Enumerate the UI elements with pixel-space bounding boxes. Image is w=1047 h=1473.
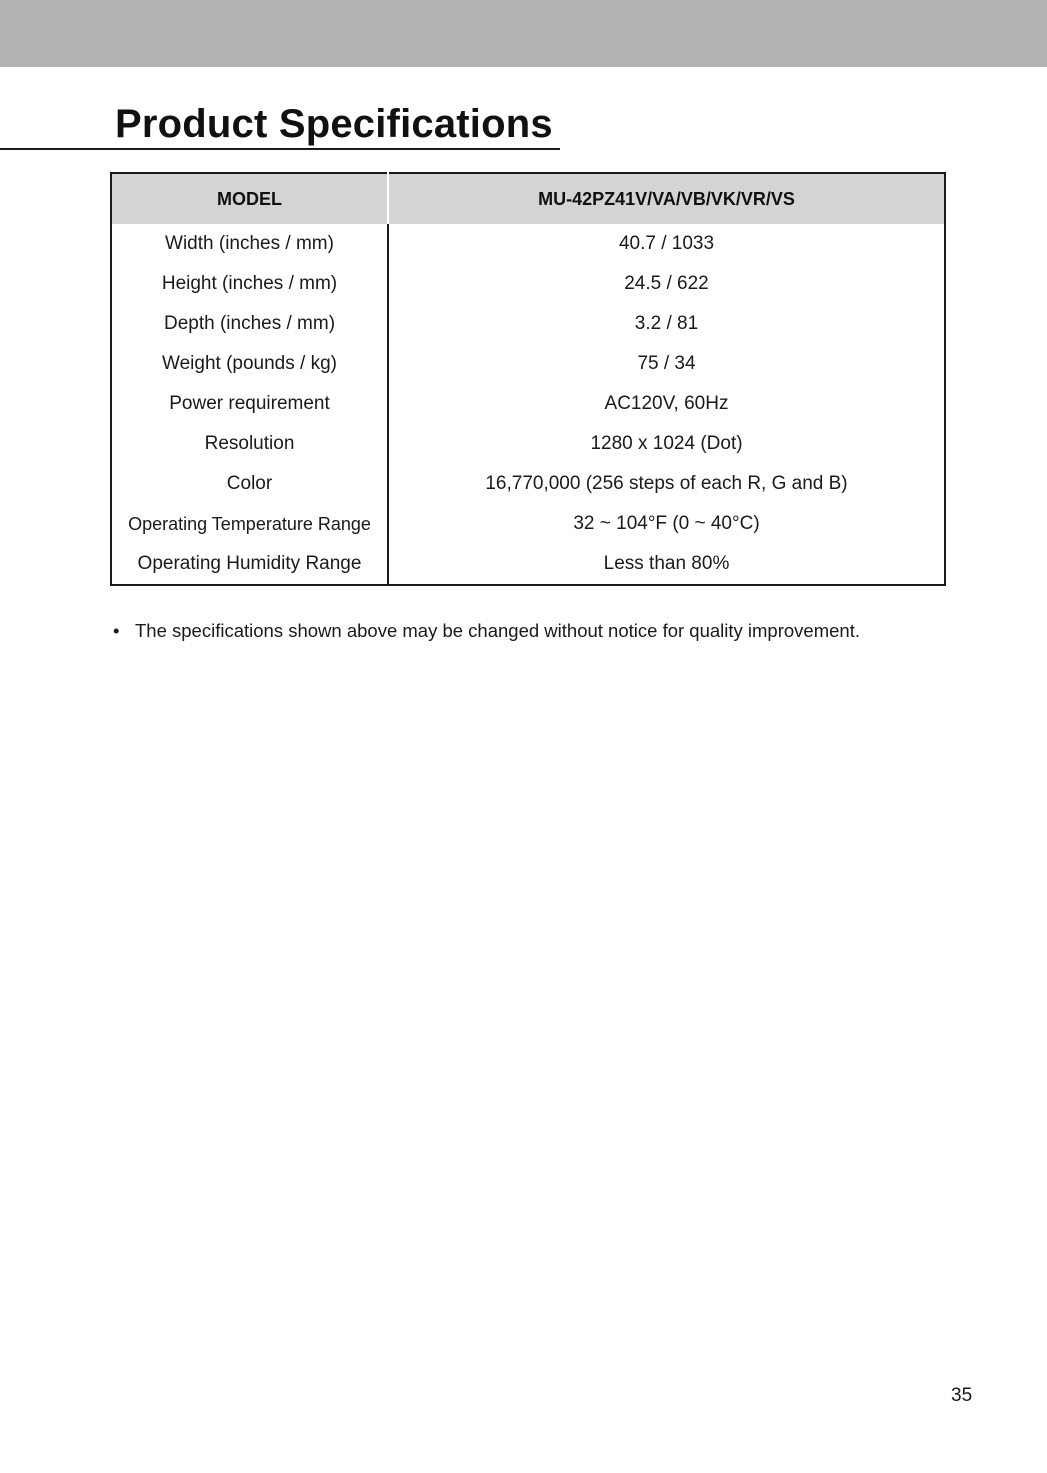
spec-value-depth: 3.2 / 81 <box>634 313 699 334</box>
table-row <box>111 264 945 304</box>
header-model-value: MU-42PZ41V/VA/VB/VK/VR/VS <box>388 173 945 224</box>
page-title: Product Specifications <box>115 102 553 146</box>
table-row <box>111 424 945 464</box>
spec-label-height: Height (inches / mm) <box>111 264 388 304</box>
bullet-icon: • <box>113 620 120 641</box>
spec-label-resolution: Resolution <box>111 424 388 464</box>
spec-value-height: 24.5 / 622 <box>624 273 709 294</box>
note-text: The specifications shown above may be changed without notice for quality improvement. <box>135 620 860 641</box>
spec-value-humidity: Less than 80% <box>603 553 730 574</box>
header-model-label: MODEL <box>111 173 388 224</box>
spec-table <box>110 172 946 586</box>
spec-label-color: Color <box>111 464 388 504</box>
header-band <box>0 0 1047 67</box>
specification-note <box>113 620 860 642</box>
spec-value-width: 40.7 / 1033 <box>618 233 715 254</box>
table-row <box>111 304 945 344</box>
spec-label-depth: Depth (inches / mm) <box>111 304 388 344</box>
page-number: 35 <box>951 1385 973 1406</box>
spec-value-color: 16,770,000 (256 steps of each R, G and B) <box>485 473 848 494</box>
spec-value-temperature: 32 ~ 104°F (0 ~ 40°C) <box>573 513 760 534</box>
table-row <box>111 504 945 544</box>
spec-value-weight: 75 / 34 <box>637 353 696 374</box>
table-row <box>111 464 945 504</box>
spec-label-power: Power requirement <box>111 384 388 424</box>
table-row <box>111 384 945 424</box>
spec-label-humidity: Operating Humidity Range <box>111 544 388 585</box>
table-row <box>111 544 945 585</box>
spec-value-resolution: 1280 x 1024 (Dot) <box>590 433 743 454</box>
table-header-row <box>111 173 945 224</box>
spec-label-temperature: Operating Temperature Range <box>111 504 388 544</box>
table-row <box>111 344 945 384</box>
table-row <box>111 224 945 264</box>
spec-label-width: Width (inches / mm) <box>111 224 388 264</box>
spec-label-weight: Weight (pounds / kg) <box>111 344 388 384</box>
title-underline <box>0 148 560 150</box>
spec-value-power: AC120V, 60Hz <box>604 393 729 414</box>
